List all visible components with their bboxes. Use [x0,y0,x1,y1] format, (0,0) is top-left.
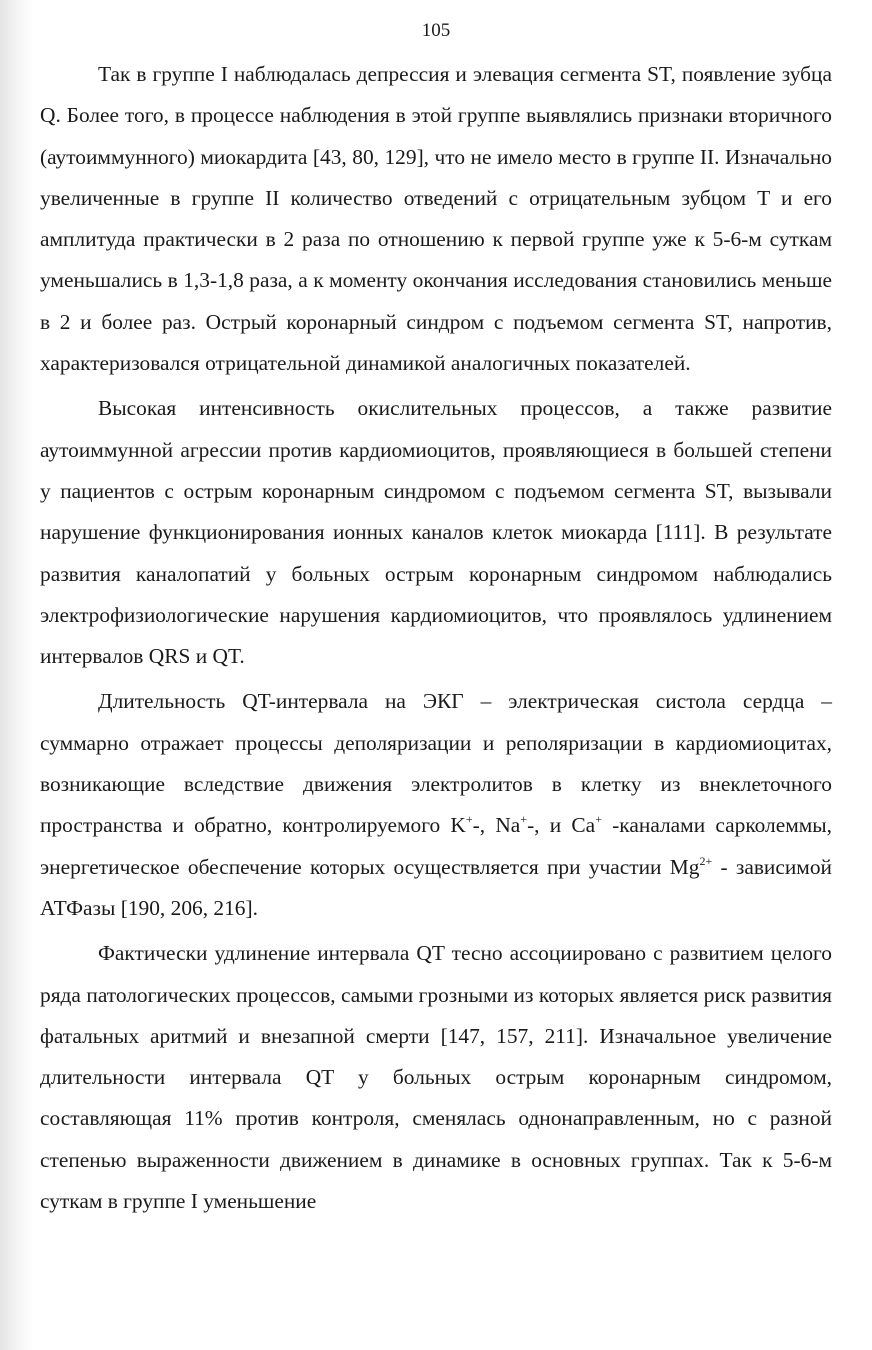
paragraph-1: Так в группе I наблюдалась депрессия и элевация сегмента ST, появление зубца Q. Более того, в процессе наблюдения в этой группе выявлялись признаки вторичного (аутоиммунного) миокардита [43, 80, 129], что не имело место в группе II. Изначально увеличенные в группе II количество отведений с отрицательным зубцом T и его амплитуда практически в 2 раза по отношению к первой группе уже к 5-6-м суткам уменьшались в 1,3-1,8 раза, а к моменту окончания исследования становились меньше в 2 и более раз. Острый коронарный синдром с подъемом сегмента ST, напротив, характеризовался отрицательной динамикой аналогичных показателей. [40,62,832,376]
paragraph-3-text-a: Длительность QT-интервала на ЭКГ – электрическая систола сердца – суммарно отражает процессы деполяризации и реполяризации в кардиомиоцитах, возникающие вследствие движения электролитов в клетку из внеклеточного пространства и обратно, контролируемого K [40,689,832,838]
potassium-charge: + [465,812,473,827]
paragraph-3-text-c: -, и Ca [527,813,596,838]
scan-edge-shadow [0,0,34,1350]
calcium-charge: + [595,812,602,827]
paragraph-2: Высокая интенсивность окислительных процессов, а также развитие аутоиммунной агрессии против кардиомиоцитов, проявляющиеся в большей степени у пациентов с острым коронарным синдромом с подъемом сегмента ST, вызывали нарушение функционирования ионных каналов клеток миокарда [111]. В результате развития каналопатий у больных острым коронарным синдромом наблюдались электрофизиологические нарушения кардиомиоцитов, что проявлялось удлинением интервалов QRS и QT. [40,396,832,669]
paragraph-3-text-d: -каналами сарколеммы, энергетическое обеспечение которых осуществляется при участии Mg [40,813,832,879]
paragraph-3-text-b: -, Na [472,813,521,838]
paragraph-3 [40,681,832,929]
page-number: 105 [421,20,451,41]
magnesium-charge: 2+ [699,853,713,868]
sodium-charge: + [520,812,528,827]
paragraph-4: Фактически удлинение интервала QT тесно ассоциировано с развитием целого ряда патологических процессов, самыми грозными из которых является риск развития фатальных аритмий и внезапной смерти [147, 157, 211]. Изначальное увеличение длительности интервала QT у больных острым коронарным синдромом, составляющая 11% против контроля, сменялась однонаправленным, но с разной степенью выраженности движением в динамике в основных группах. Так к 5-6-м суткам в группе I уменьшение [40,941,832,1214]
body-text [40,54,832,1226]
paragraph-3-text-e: - зависимой АТФазы [190, 206, 216]. [40,854,832,920]
